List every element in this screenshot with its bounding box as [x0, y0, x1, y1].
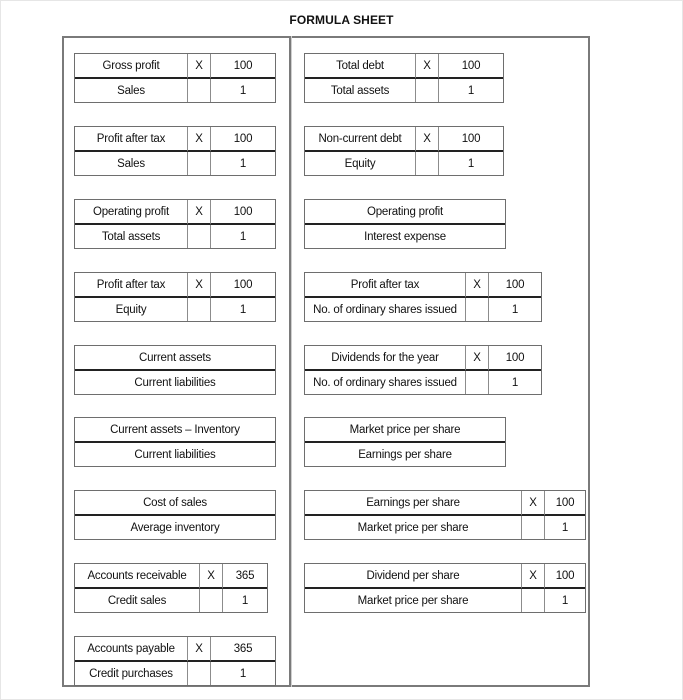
- factor-value: 365: [211, 637, 275, 662]
- formula-numerator: Non-current debt: [305, 127, 415, 152]
- multiply-sign: X: [187, 273, 211, 298]
- multiply-sign: X: [187, 637, 211, 662]
- formula-box: [74, 563, 268, 613]
- factor-value: 100: [439, 127, 503, 152]
- formula-box: [74, 490, 276, 540]
- blank-cell: [415, 79, 439, 102]
- formula-denominator: Market price per share: [357, 594, 469, 607]
- formula-denominator: No. of ordinary shares issued: [313, 376, 457, 389]
- formula-box: [74, 53, 276, 103]
- formula-numerator: Dividends for the year: [305, 346, 465, 371]
- factor-denominator: 1: [239, 667, 247, 680]
- blank-cell: [187, 152, 211, 175]
- formula-denominator: No. of ordinary shares issued: [313, 303, 457, 316]
- factor-denominator: 1: [239, 157, 247, 170]
- formula-numerator: Profit after tax: [305, 273, 465, 298]
- multiply-sign: X: [187, 200, 211, 225]
- formula-box: [304, 345, 542, 395]
- multiply-sign: X: [187, 127, 211, 152]
- formula-box: [74, 417, 276, 467]
- formula-numerator: Current assets: [75, 346, 275, 371]
- multiply-sign: X: [465, 273, 489, 298]
- formula-numerator: Earnings per share: [305, 491, 521, 516]
- factor-denominator: 1: [467, 157, 475, 170]
- multiply-sign: X: [415, 127, 439, 152]
- multiply-sign: X: [199, 564, 223, 589]
- factor-denominator: 1: [239, 230, 247, 243]
- formula-denominator: Earnings per share: [358, 448, 452, 461]
- formula-denominator: Sales: [117, 84, 145, 97]
- multiply-sign: X: [415, 54, 439, 79]
- formula-denominator: Equity: [115, 303, 147, 316]
- formula-box: [74, 126, 276, 176]
- formula-box: [74, 272, 276, 322]
- factor-value: 100: [211, 273, 275, 298]
- blank-cell: [521, 516, 545, 539]
- factor-denominator: 1: [561, 594, 569, 607]
- formula-denominator: Current liabilities: [134, 376, 216, 389]
- multiply-sign: X: [521, 491, 545, 516]
- blank-cell: [521, 589, 545, 612]
- factor-value: 365: [223, 564, 267, 589]
- formula-numerator: Operating profit: [305, 200, 505, 225]
- formula-denominator: Sales: [117, 157, 145, 170]
- blank-cell: [465, 298, 489, 321]
- factor-denominator: 1: [239, 84, 247, 97]
- factor-value: 100: [489, 346, 541, 371]
- formula-numerator: Operating profit: [75, 200, 187, 225]
- formula-box: [304, 272, 542, 322]
- factor-denominator: 1: [561, 521, 569, 534]
- formula-denominator: Total assets: [101, 230, 161, 243]
- formula-numerator: Market price per share: [305, 418, 505, 443]
- formula-box: [304, 490, 586, 540]
- blank-cell: [187, 298, 211, 321]
- formula-denominator: Market price per share: [357, 521, 469, 534]
- formula-denominator: Total assets: [330, 84, 390, 97]
- factor-denominator: 1: [241, 594, 249, 607]
- blank-cell: [187, 79, 211, 102]
- blank-cell: [199, 589, 223, 612]
- multiply-sign: X: [521, 564, 545, 589]
- formula-numerator: Accounts payable: [75, 637, 187, 662]
- formula-box: [304, 563, 586, 613]
- formula-denominator: Interest expense: [364, 230, 446, 243]
- formula-denominator: Credit purchases: [89, 667, 173, 680]
- page-title: FORMULA SHEET: [289, 13, 394, 27]
- formula-box: [304, 199, 506, 249]
- factor-value: 100: [211, 54, 275, 79]
- factor-denominator: 1: [511, 303, 519, 316]
- formula-box: [304, 126, 504, 176]
- formula-numerator: Profit after tax: [75, 127, 187, 152]
- factor-value: 100: [211, 127, 275, 152]
- formula-denominator: Current liabilities: [134, 448, 216, 461]
- formula-numerator: Current assets – Inventory: [75, 418, 275, 443]
- formula-numerator: Accounts receivable: [75, 564, 199, 589]
- factor-value: 100: [545, 564, 585, 589]
- factor-value: 100: [439, 54, 503, 79]
- formula-numerator: Total debt: [305, 54, 415, 79]
- blank-cell: [187, 662, 211, 685]
- formula-denominator: Credit sales: [107, 594, 167, 607]
- factor-denominator: 1: [239, 303, 247, 316]
- formula-box: [74, 636, 276, 686]
- formula-box: [304, 53, 504, 103]
- formula-denominator: Equity: [344, 157, 376, 170]
- formula-numerator: Cost of sales: [75, 491, 275, 516]
- blank-cell: [415, 152, 439, 175]
- formula-denominator: Average inventory: [130, 521, 220, 534]
- factor-denominator: 1: [511, 376, 519, 389]
- formula-box: [74, 345, 276, 395]
- formula-box: [304, 417, 506, 467]
- formula-numerator: Dividend per share: [305, 564, 521, 589]
- factor-value: 100: [211, 200, 275, 225]
- column-divider: [289, 36, 292, 687]
- factor-value: 100: [545, 491, 585, 516]
- formula-numerator: Profit after tax: [75, 273, 187, 298]
- factor-value: 100: [489, 273, 541, 298]
- multiply-sign: X: [187, 54, 211, 79]
- blank-cell: [465, 371, 489, 394]
- factor-denominator: 1: [467, 84, 475, 97]
- blank-cell: [187, 225, 211, 248]
- formula-box: [74, 199, 276, 249]
- multiply-sign: X: [465, 346, 489, 371]
- formula-numerator: Gross profit: [75, 54, 187, 79]
